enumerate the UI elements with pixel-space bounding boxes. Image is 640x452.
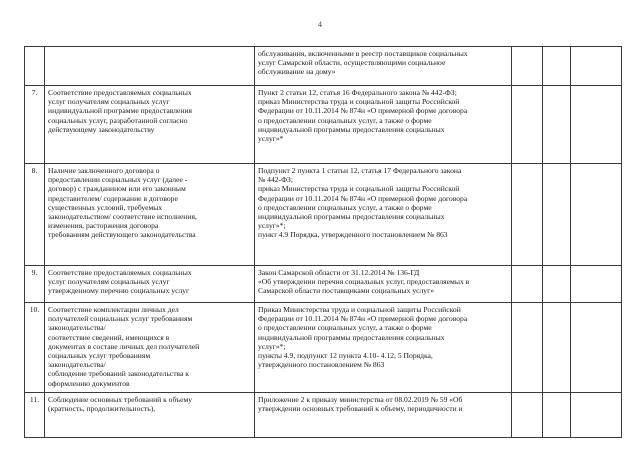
requirement-cell xyxy=(45,47,255,86)
requirement-cell: Наличие заключенного договора о предоставлении социальных услуг (далее - договор) с гражданином или его законным представителем/ содержание в договоре существенных условий, требуемых законодательством/ соответствие исполнения, изменения, расторжения договора требованиям действующего законодательства xyxy=(45,164,255,266)
table-row xyxy=(25,164,622,266)
requirement-cell: Соответствие комплектации личных дел получателей социальных услуг требованиям законодательства/ соответствие сведений, имеющихся в документах в составе личных дел получателей социальных услуг требованиям законодательства/ соблюдение требований законодательства к оформлению документов xyxy=(45,303,255,393)
row-number: 7. xyxy=(25,86,45,164)
note-cell xyxy=(571,393,622,438)
answer-yes-cell xyxy=(512,303,543,393)
legal-act-cell: Закон Самарской области от 31.12.2014 № 136-ГД «Об утверждении перечня социальных услуг, предоставляемых в Самарской области поставщиками социальных услуг» xyxy=(255,266,512,303)
requirement-cell: Соответствие предоставляемых социальных услуг получателям социальных услуг утвержденному перечню социальных услуг xyxy=(45,266,255,303)
row-number: 10. xyxy=(25,303,45,393)
legal-act-cell: Подпункт 2 пункта 1 статьи 12, статья 17 Федерального закона № 442-ФЗ; приказ Министерства труда и социальной защиты Российской Федерации от 10.11.2014 № 874н «О примерной форме договора о предоставлении социальных услуг, а также о форме индивидуальной программы предоставления социальных услуг»*; пункт 4.9 Порядка, утвержденного постановлением № 863 xyxy=(255,164,512,266)
legal-act-cell: Приложение 2 к приказу министерства от 08.02.2019 № 59 «Об утверждении основных требований к объему, периодичности и xyxy=(255,393,512,438)
legal-act-cell: Приказ Министерства труда и социальной защиты Российской Федерации от 10.11.2014 № 874н «О примерной форме договора о предоставлении социальных услуг, а также о форме индивидуальной программы предоставления социальных услуг»*; пункты 4.9, подпункт 12 пункта 4.10- 4.12, 5 Порядка, утвержденного постановлением № 863 xyxy=(255,303,512,393)
table-row xyxy=(25,393,622,438)
row-number: 9. xyxy=(25,266,45,303)
checklist-table xyxy=(24,46,622,438)
answer-yes-cell xyxy=(512,86,543,164)
table-row xyxy=(25,86,622,164)
table-row xyxy=(25,47,622,86)
note-cell xyxy=(571,303,622,393)
answer-no-cell xyxy=(543,86,571,164)
row-number: 8. xyxy=(25,164,45,266)
answer-no-cell xyxy=(543,303,571,393)
answer-yes-cell xyxy=(512,47,543,86)
note-cell xyxy=(571,164,622,266)
row-number xyxy=(25,47,45,86)
answer-yes-cell xyxy=(512,266,543,303)
row-number: 11. xyxy=(25,393,45,438)
note-cell xyxy=(571,86,622,164)
answer-no-cell xyxy=(543,164,571,266)
note-cell xyxy=(571,266,622,303)
answer-yes-cell xyxy=(512,164,543,266)
answer-no-cell xyxy=(543,266,571,303)
table-row xyxy=(25,266,622,303)
legal-act-cell: Пункт 2 статьи 12, статья 16 Федерального закона № 442-ФЗ; приказ Министерства труда и социальной защиты Российской Федерации от 10.11.2014 № 874н «О примерной форме договора о предоставлении социальных услуг, а также о форме индивидуальной программы предоставления социальных услуг»* xyxy=(255,86,512,164)
answer-yes-cell xyxy=(512,393,543,438)
requirement-cell: Соответствие предоставляемых социальных услуг получателям социальных услуг индивидуальной программе предоставления социальных услуг, разработанной согласно действующему законодательству xyxy=(45,86,255,164)
page-number: 4 xyxy=(318,20,322,29)
legal-act-cell: обслуживания, включенными в реестр поставщиков социальных услуг Самарской области, осуществляющими социальное обслуживание на дому» xyxy=(255,47,512,86)
table-row xyxy=(25,303,622,393)
answer-no-cell xyxy=(543,47,571,86)
note-cell xyxy=(571,47,622,86)
answer-no-cell xyxy=(543,393,571,438)
requirement-cell: Соблюдение основных требований к объему (кратность, продолжительность), xyxy=(45,393,255,438)
